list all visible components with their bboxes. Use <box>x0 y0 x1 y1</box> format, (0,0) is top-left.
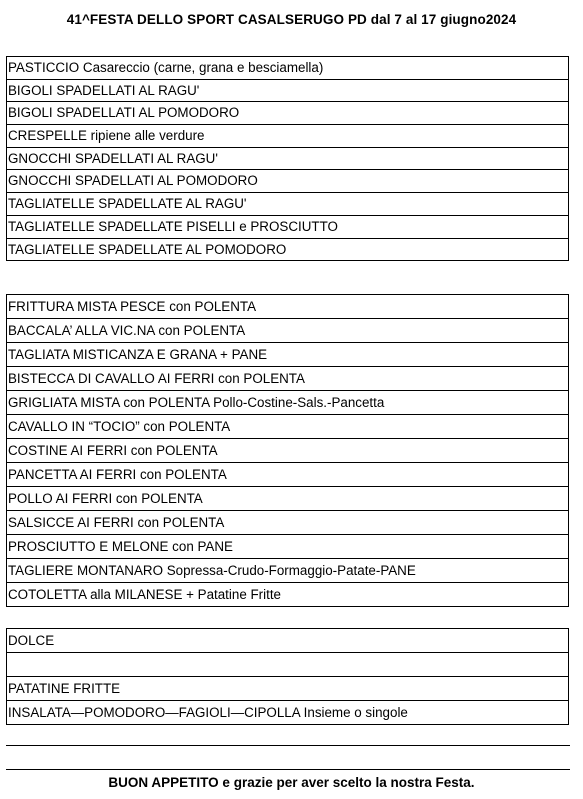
divider <box>6 769 570 770</box>
menu-item: PASTICCIO Casareccio (carne, grana e besciamella) <box>6 57 569 80</box>
blank-row <box>6 653 569 677</box>
primi-section <box>6 56 569 261</box>
footer-message: BUON APPETITO e grazie per aver scelto la nostra Festa. <box>108 775 475 790</box>
menu-item: GRIGLIATA MISTA con POLENTA Pollo-Costine-Sals.-Pancetta <box>6 391 569 415</box>
menu-item: SALSICCE AI FERRI con POLENTA <box>6 511 569 535</box>
menu-item: TAGLIATELLE SPADELLATE AL POMODORO <box>6 239 569 262</box>
menu-item: GNOCCHI SPADELLATI AL RAGU' <box>6 148 569 171</box>
divider <box>6 745 570 746</box>
menu-item: PATATINE FRITTE <box>6 677 569 701</box>
menu-item: INSALATA—POMODORO—FAGIOLI—CIPOLLA Insieme o singole <box>6 701 569 725</box>
menu-item: CRESPELLE ripiene alle verdure <box>6 125 569 148</box>
menu-item: TAGLIATA MISTICANZA E GRANA + PANE <box>6 343 569 367</box>
menu-item: TAGLIATELLE SPADELLATE PISELLI e PROSCIUTTO <box>6 216 569 239</box>
menu-item: PROSCIUTTO E MELONE con PANE <box>6 535 569 559</box>
menu-item: TAGLIERE MONTANARO Sopressa-Crudo-Formaggio-Patate-PANE <box>6 559 569 583</box>
menu-item: GNOCCHI SPADELLATI AL POMODORO <box>6 170 569 193</box>
secondi-section <box>6 294 569 607</box>
page-title: 41^FESTA DELLO SPORT CASALSERUGO PD dal 7 al 17 giugno2024 <box>66 12 517 27</box>
menu-item: COSTINE AI FERRI con POLENTA <box>6 439 569 463</box>
menu-item: POLLO AI FERRI con POLENTA <box>6 487 569 511</box>
menu-item: BISTECCA DI CAVALLO AI FERRI con POLENTA <box>6 367 569 391</box>
menu-item: PANCETTA AI FERRI con POLENTA <box>6 463 569 487</box>
menu-item: CAVALLO IN “TOCIO” con POLENTA <box>6 415 569 439</box>
menu-item: COTOLETTA alla MILANESE + Patatine Fritte <box>6 583 569 607</box>
menu-item: DOLCE <box>6 629 569 653</box>
altri-section <box>6 628 569 725</box>
menu-item: FRITTURA MISTA PESCE con POLENTA <box>6 295 569 319</box>
menu-item: BIGOLI SPADELLATI AL RAGU' <box>6 80 569 103</box>
menu-item: TAGLIATELLE SPADELLATE AL RAGU' <box>6 193 569 216</box>
menu-item: BIGOLI SPADELLATI AL POMODORO <box>6 102 569 125</box>
menu-item: BACCALA’ ALLA VIC.NA con POLENTA <box>6 319 569 343</box>
